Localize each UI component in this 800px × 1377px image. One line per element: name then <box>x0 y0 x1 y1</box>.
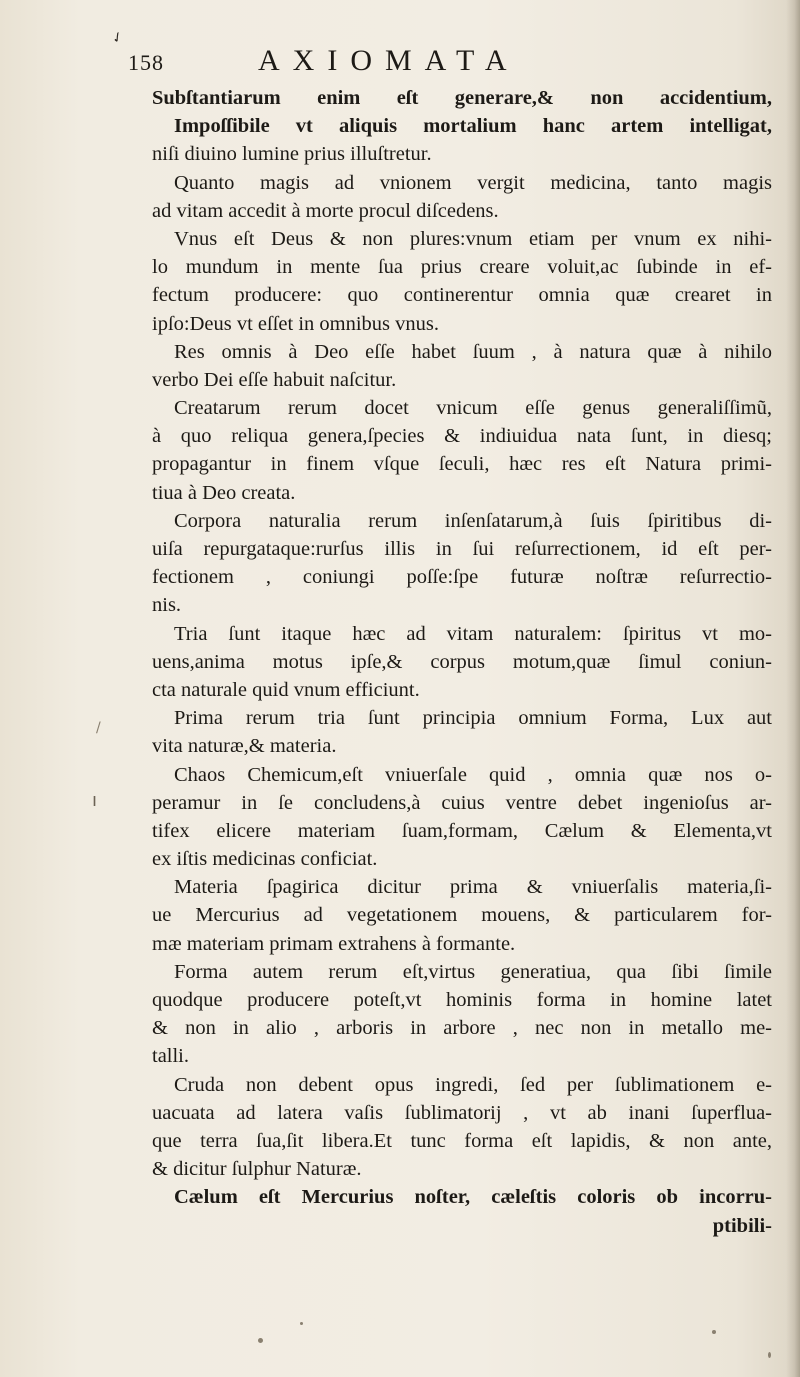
text-line: vita naturæ,& materia. <box>152 735 337 758</box>
text-line: Res omnis à Deo eſſe habet ſuum , à natura quæ à nihilo <box>174 340 772 363</box>
paper-speck <box>300 1322 303 1325</box>
catchword: ptibili- <box>712 1214 772 1237</box>
text-line: fectionem , coniungi poſſe:ſpe futuræ noſtræ reſurrectio- <box>152 566 772 589</box>
text-line: Materia ſpagirica dicitur prima & vniuerſalis materia,ſi- <box>174 876 772 899</box>
text-line: ue Mercurius ad vegetationem mouens, & particularem for- <box>152 904 772 927</box>
text-line: verbo Dei eſſe habuit naſcitur. <box>152 368 397 391</box>
text-line: tifex elicere materiam ſuam,formam, Cælum & Elementa,vt <box>152 819 772 842</box>
text-line: ex iſtis medicinas conficiat. <box>152 848 378 871</box>
text-line: fectum producere: quo continerentur omnia quæ crearet in <box>152 284 772 307</box>
text-line: Impoſſibile vt aliquis mortalium hanc artem intelligat, <box>174 115 772 138</box>
text-line: Tria ſunt itaque hæc ad vitam naturalem: ſpiritus vt mo- <box>174 622 772 645</box>
text-line: Corpora naturalia rerum inſenſatarum,à ſuis ſpiritibus di- <box>174 509 772 532</box>
text-line: uacuata ad latera vaſis ſublimatorij , vt ab inani ſuperflua- <box>152 1101 772 1124</box>
text-line: Creatarum rerum docet vnicum eſſe genus generaliſſimũ, <box>174 397 772 420</box>
text-line: quodque producere poteſt,vt hominis forma in homine latet <box>152 989 772 1011</box>
running-title: AXIOMATA <box>258 44 520 77</box>
text-line: Forma autem rerum eſt,virtus generatiua, qua ſibi ſimile <box>174 960 772 983</box>
text-line: Subſtantiarum enim eſt generare,& non accidentium, <box>152 87 772 109</box>
page-number: 158 <box>128 50 164 75</box>
text-line: Vnus eſt Deus & non plures:vnum etiam per vnum ex nihi- <box>174 227 772 250</box>
text-line: Quanto magis ad vnionem vergit medicina, tanto magis <box>174 171 772 194</box>
text-line: lo mundum in mente ſua prius creare voluit,ac ſubinde in ef- <box>152 256 772 279</box>
margin-mark: / <box>96 720 101 736</box>
text-line: à quo reliqua genera,ſpecies & indiuidua nata ſunt, in diesq; <box>152 425 772 448</box>
text-line: Prima rerum tria ſunt principia omnium Forma, Lux aut <box>174 707 772 730</box>
text-line: Chaos Chemicum,eſt vniuerſale quid , omnia quæ nos o- <box>174 763 772 786</box>
text-line: tiua à Deo creata. <box>152 481 296 504</box>
page-edge-shadow <box>786 0 800 1377</box>
text-line: & dicitur ſulphur Naturæ. <box>152 1158 362 1181</box>
text-line: ad vitam accedit à morte procul diſcedens. <box>152 199 499 222</box>
text-line: Cruda non debent opus ingredi, ſed per ſublimationem e- <box>174 1073 772 1096</box>
text-line: niſi diuino lumine prius illuſtretur. <box>152 143 432 166</box>
text-line: & non in alio , arboris in arbore , nec non in metallo me- <box>152 1017 772 1040</box>
text-line: propagantur in finem vſque ſeculi, hæc res eſt Natura primi- <box>152 453 772 476</box>
margin-mark: ı <box>92 790 98 811</box>
text-line: mæ materiam primam extrahens à formante. <box>152 932 516 955</box>
text-line: ipſo:Deus vt eſſet in omnibus vnus. <box>152 312 439 335</box>
paper-speck <box>768 1352 771 1358</box>
paper-speck <box>258 1338 263 1343</box>
text-line: uiſa repurgataque:rurſus illis in ſui reſurrectionem, id eſt per- <box>152 538 772 560</box>
text-line: uens,anima motus ipſe,& corpus motum,quæ ſimul coniun- <box>152 650 772 673</box>
ink-mark: ✓ <box>108 28 127 48</box>
body-text <box>152 84 772 1240</box>
text-line: talli. <box>152 1045 190 1068</box>
page-header <box>128 44 608 84</box>
text-line: peramur in ſe concludens,à cuius ventre debet ingenioſus ar- <box>152 791 772 814</box>
text-line: que terra ſua,ſit libera.Et tunc forma eſt lapidis, & non ante, <box>152 1129 772 1152</box>
paper-speck <box>712 1330 716 1334</box>
text-line: nis. <box>152 594 182 617</box>
text-line: cta naturale quid vnum efficiunt. <box>152 678 420 701</box>
text-line: Cælum eſt Mercurius noſter, cæleſtis coloris ob incorru- <box>174 1186 772 1209</box>
